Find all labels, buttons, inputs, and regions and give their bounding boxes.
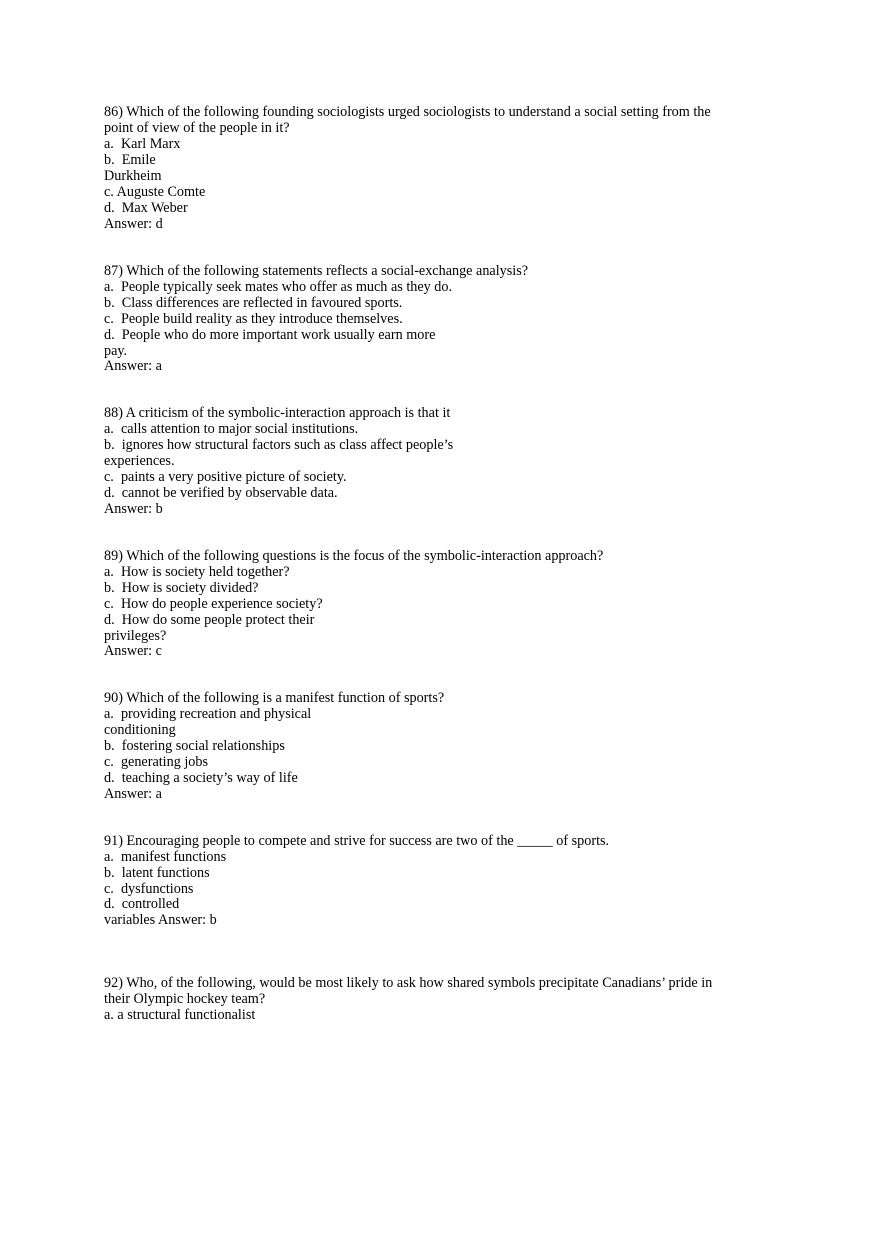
answer: Answer: c xyxy=(104,643,162,659)
option-a: a. How is society held together? xyxy=(104,564,290,580)
option-b: b. latent functions xyxy=(104,865,210,881)
option-c: c. How do people experience society? xyxy=(104,596,323,612)
option-c: c. Auguste Comte xyxy=(104,184,206,200)
option-b: b. fostering social relationships xyxy=(104,738,285,754)
option-a: a. providing recreation and physical xyxy=(104,706,312,722)
question-text: 87) Which of the following statements reflects a social-exchange analysis? xyxy=(104,263,529,279)
option-a: a. a structural functionalist xyxy=(104,1007,256,1023)
question-text: 89) Which of the following questions is the focus of the symbolic-interaction approach? xyxy=(104,548,604,564)
question-text: 88) A criticism of the symbolic-interaction approach is that it xyxy=(104,405,451,421)
answer: Answer: a xyxy=(104,786,162,802)
option-c: c. People build reality as they introduce themselves. xyxy=(104,311,403,327)
option-d: d. How do some people protect their xyxy=(104,612,315,628)
option-a: a. manifest functions xyxy=(104,849,227,865)
option-b: b. Emile xyxy=(104,152,156,168)
question-text: 92) Who, of the following, would be most likely to ask how shared symbols precipitate Canadians’ pride in xyxy=(104,975,713,991)
question-text: their Olympic hockey team? xyxy=(104,991,266,1007)
option-b: b. ignores how structural factors such as class affect people’s xyxy=(104,437,454,453)
option-b-continued: Durkheim xyxy=(104,168,162,184)
option-d: d. Max Weber xyxy=(104,200,188,216)
option-a: a. calls attention to major social institutions. xyxy=(104,421,359,437)
option-d-continued: privileges? xyxy=(104,628,167,644)
option-d-continued-answer: variables Answer: b xyxy=(104,912,217,928)
answer: Answer: b xyxy=(104,501,163,517)
question-text: 91) Encouraging people to compete and strive for success are two of the _____ of sports. xyxy=(104,833,610,849)
option-d: d. controlled xyxy=(104,896,180,912)
option-d-continued: pay. xyxy=(104,343,128,359)
option-c: c. generating jobs xyxy=(104,754,209,770)
question-text: point of view of the people in it? xyxy=(104,120,290,136)
option-c: c. dysfunctions xyxy=(104,881,194,897)
option-a-continued: conditioning xyxy=(104,722,176,738)
option-a: a. People typically seek mates who offer as much as they do. xyxy=(104,279,453,295)
question-text: 86) Which of the following founding sociologists urged sociologists to understand a social setting from the xyxy=(104,104,711,120)
option-d: d. teaching a society’s way of life xyxy=(104,770,298,786)
answer: Answer: d xyxy=(104,216,163,232)
option-b: b. How is society divided? xyxy=(104,580,259,596)
question-text: 90) Which of the following is a manifest function of sports? xyxy=(104,690,445,706)
option-d: d. cannot be verified by observable data. xyxy=(104,485,338,501)
option-b: b. Class differences are reflected in favoured sports. xyxy=(104,295,403,311)
option-d: d. People who do more important work usually earn more xyxy=(104,327,436,343)
answer: Answer: a xyxy=(104,358,162,374)
option-c: c. paints a very positive picture of society. xyxy=(104,469,347,485)
option-a: a. Karl Marx xyxy=(104,136,181,152)
option-b-continued: experiences. xyxy=(104,453,175,469)
